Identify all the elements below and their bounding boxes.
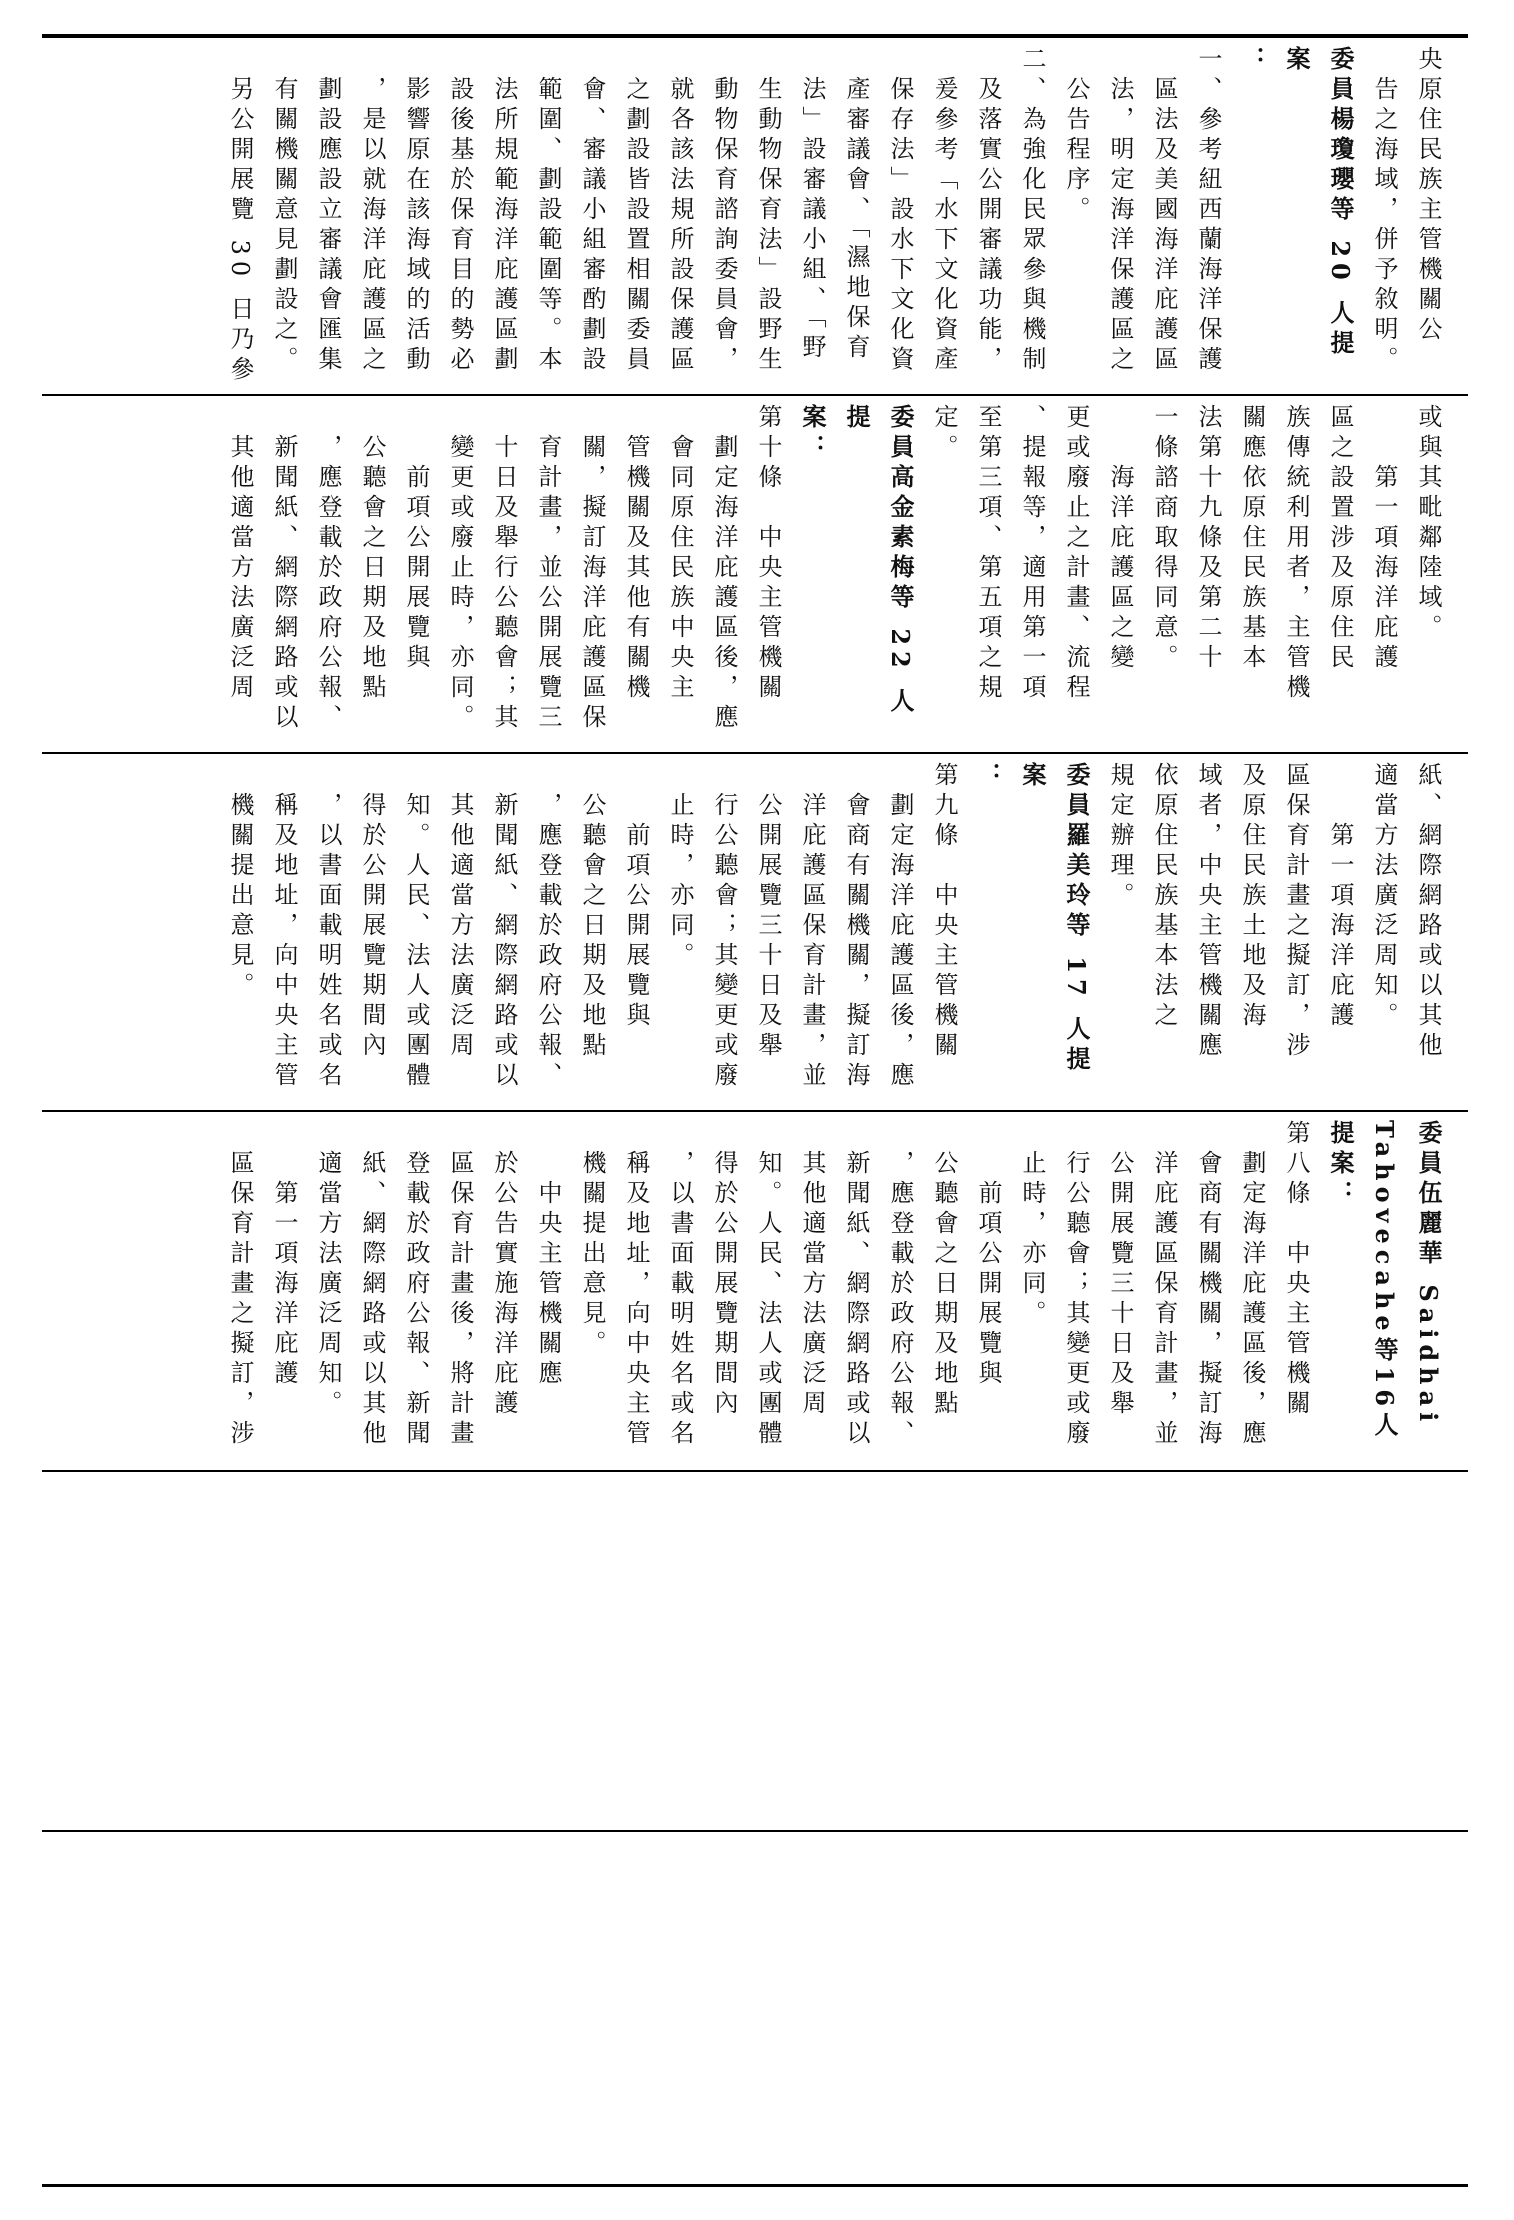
text-line: 至第三項、第五項之規: [974, 404, 1002, 704]
text-line: 管機關及其他有關機: [622, 404, 650, 704]
text-line: 於公告實施海洋庇護: [490, 1120, 518, 1420]
text-line: 紙、網際網路或以其他: [1414, 762, 1442, 1062]
text-line: 公聽會之日期及地點: [578, 762, 606, 1062]
text-line: ，應登載於政府公報、: [534, 762, 562, 1092]
text-line: 中央主管機關應: [534, 1120, 562, 1390]
text-line: 登載於政府公報、新聞: [402, 1120, 430, 1450]
text-line: 稱及地址，向中央主管: [622, 1120, 650, 1450]
text-line: 動物保育諮詢委員會，: [710, 46, 738, 376]
text-line: 公開展覽三十日及舉: [1106, 1120, 1134, 1420]
text-line: 知。人民、法人或團體: [754, 1120, 782, 1450]
text-line: 機關提出意見。: [226, 762, 254, 1002]
text-line: 委員羅美玲等 17 人提案: [1018, 762, 1091, 1077]
text-line: 適當方法廣泛周知。: [314, 1120, 342, 1420]
text-line: Tahovecahe等16人提案：: [1326, 1120, 1399, 1443]
text-panel-3: [70, 762, 1450, 1102]
text-line: 有關機關意見劃設之。: [270, 46, 298, 376]
text-line: 法第十九條及第二十: [1194, 404, 1222, 674]
section-divider: [42, 1830, 1468, 1832]
text-line: 其他適當方法廣泛周: [446, 762, 474, 1062]
text-line: 設後基於保育目的勢必: [446, 46, 474, 376]
text-line: 前項公開展覽與: [974, 1120, 1002, 1390]
text-line: 二、為強化民眾參與機制: [1018, 46, 1046, 376]
text-line: 機關提出意見。: [578, 1120, 606, 1360]
text-line: 定。: [930, 404, 958, 464]
text-line: 及落實公開審議功能，: [974, 46, 1002, 376]
text-line: 第十條 中央主管機關: [754, 404, 782, 704]
text-line: 關應依原住民族基本: [1238, 404, 1266, 674]
text-line: ，以書面載明姓名或名: [666, 1120, 694, 1450]
text-line: 範圍、劃設範圍等。本: [534, 46, 562, 376]
text-line: 變更或廢止時，亦同。: [446, 404, 474, 734]
text-line: 另公開展覽 30 日乃參: [226, 46, 254, 386]
text-line: 告之海域，併予敘明。: [1370, 46, 1398, 376]
panel-divider: [42, 394, 1468, 396]
text-line: 劃設應設立審議會匯集: [314, 46, 342, 376]
text-line: 新聞紙、網際網路或以: [270, 404, 298, 734]
text-line: 十日及舉行公聽會；其: [490, 404, 518, 734]
text-line: 族傳統利用者，主管機: [1282, 404, 1310, 704]
text-line: 第一項海洋庇護: [1370, 404, 1398, 674]
text-line: 劃定海洋庇護區後，應: [886, 762, 914, 1092]
text-line: 委員高金素梅等 22 人提: [842, 404, 915, 719]
text-line: ，是以就海洋庇護區之: [358, 46, 386, 376]
text-line: 劃定海洋庇護區後，應: [710, 404, 738, 734]
text-line: 止時，亦同。: [1018, 1120, 1046, 1330]
text-line: ，以書面載明姓名或名: [314, 762, 342, 1092]
text-line: 公告程序。: [1062, 46, 1090, 226]
text-line: 紙、網際網路或以其他: [358, 1120, 386, 1450]
text-panel-4: [70, 1120, 1450, 1460]
text-panel-1: [70, 46, 1450, 386]
text-line: 前項公開展覽與: [622, 762, 650, 1032]
top-rule: [42, 34, 1468, 38]
text-line: ，應登載於政府公報、: [886, 1120, 914, 1450]
text-line: 保存法」設水下文化資: [886, 46, 914, 376]
text-line: 案：: [798, 404, 827, 464]
text-line: 規定辦理。: [1106, 762, 1134, 912]
text-line: 稱及地址，向中央主管: [270, 762, 298, 1092]
text-line: ：: [974, 762, 1003, 792]
text-line: 其他適當方法廣泛周: [798, 1120, 826, 1420]
text-line: 會同原住民族中央主: [666, 404, 694, 704]
text-line: 產審議會、「濕地保育: [842, 46, 870, 364]
text-line: 爰參考「水下文化資產: [930, 46, 958, 376]
text-line: 法，明定海洋保護區之: [1106, 46, 1134, 376]
text-line: 新聞紙、網際網路或以: [842, 1120, 870, 1450]
text-line: 會商有關機關，擬訂海: [1194, 1120, 1222, 1450]
text-line: 法」設審議小組、「野: [798, 46, 826, 364]
text-line: 行公聽會；其變更或廢: [1062, 1120, 1090, 1450]
text-line: 央原住民族主管機關公: [1414, 46, 1442, 346]
text-line: 就各該法規所設保護區: [666, 46, 694, 376]
text-line: 第一項海洋庇護: [270, 1120, 298, 1390]
text-line: 會、審議小組審酌劃設: [578, 46, 606, 376]
text-line: 公聽會之日期及地點: [358, 404, 386, 704]
text-line: ：: [1238, 46, 1267, 76]
text-line: 其他適當方法廣泛周: [226, 404, 254, 704]
text-line: 新聞紙、網際網路或以: [490, 762, 518, 1092]
text-line: 公聽會之日期及地點: [930, 1120, 958, 1420]
text-line: 委員伍麗華 Saidhai: [1414, 1120, 1443, 1428]
text-line: 更或廢止之計畫、流程: [1062, 404, 1090, 704]
text-line: 行公聽會；其變更或廢: [710, 762, 738, 1092]
text-line: 止時，亦同。: [666, 762, 694, 972]
text-line: 影響原在該海域的活動: [402, 46, 430, 376]
text-line: 前項公開展覽與: [402, 404, 430, 674]
text-line: 劃定海洋庇護區後，應: [1238, 1120, 1266, 1450]
text-line: 依原住民族基本法之: [1150, 762, 1178, 1032]
text-line: 第九條 中央主管機關: [930, 762, 958, 1062]
text-line: 適當方法廣泛周知。: [1370, 762, 1398, 1032]
text-line: 之劃設皆設置相關委員: [622, 46, 650, 376]
text-line: 一、參考紐西蘭海洋保護: [1194, 46, 1222, 376]
text-line: 得於公開展覽期間內: [358, 762, 386, 1062]
text-line: 委員楊瓊瓔等 20 人提案: [1282, 46, 1355, 361]
panel-divider: [42, 1470, 1468, 1472]
text-line: 區保育計畫之擬訂，涉: [1282, 762, 1310, 1062]
text-line: 知。人民、法人或團體: [402, 762, 430, 1092]
text-line: 或與其毗鄰陸域。: [1414, 404, 1442, 644]
text-line: 關，擬訂海洋庇護區保: [578, 404, 606, 734]
text-line: 區之設置涉及原住民: [1326, 404, 1354, 674]
text-line: 第八條 中央主管機關: [1282, 1120, 1310, 1420]
text-line: 法所規範海洋庇護區劃: [490, 46, 518, 376]
text-line: 區保育計畫之擬訂，涉: [226, 1120, 254, 1450]
text-line: 生動物保育法」設野生: [754, 46, 782, 376]
text-line: 及原住民族土地及海: [1238, 762, 1266, 1032]
panel-divider: [42, 752, 1468, 754]
text-line: 域者，中央主管機關應: [1194, 762, 1222, 1062]
panel-divider: [42, 1110, 1468, 1112]
text-line: 、提報等，適用第一項: [1018, 404, 1046, 704]
text-line: 育計畫，並公開展覽三: [534, 404, 562, 734]
text-line: 公開展覽三十日及舉: [754, 762, 782, 1062]
text-line: 第一項海洋庇護: [1326, 762, 1354, 1032]
text-panel-2: [70, 404, 1450, 744]
text-line: ，應登載於政府公報、: [314, 404, 342, 734]
text-line: 海洋庇護區之變: [1106, 404, 1134, 674]
bottom-rule: [42, 2184, 1468, 2187]
text-line: 一條諮商取得同意。: [1150, 404, 1178, 674]
text-line: 得於公開展覽期間內: [710, 1120, 738, 1420]
text-line: 會商有關機關，擬訂海: [842, 762, 870, 1092]
text-line: 洋庇護區保育計畫，並: [798, 762, 826, 1092]
text-line: 洋庇護區保育計畫，並: [1150, 1120, 1178, 1450]
text-line: 區保育計畫後，將計畫: [446, 1120, 474, 1450]
text-line: 區法及美國海洋庇護區: [1150, 46, 1178, 376]
